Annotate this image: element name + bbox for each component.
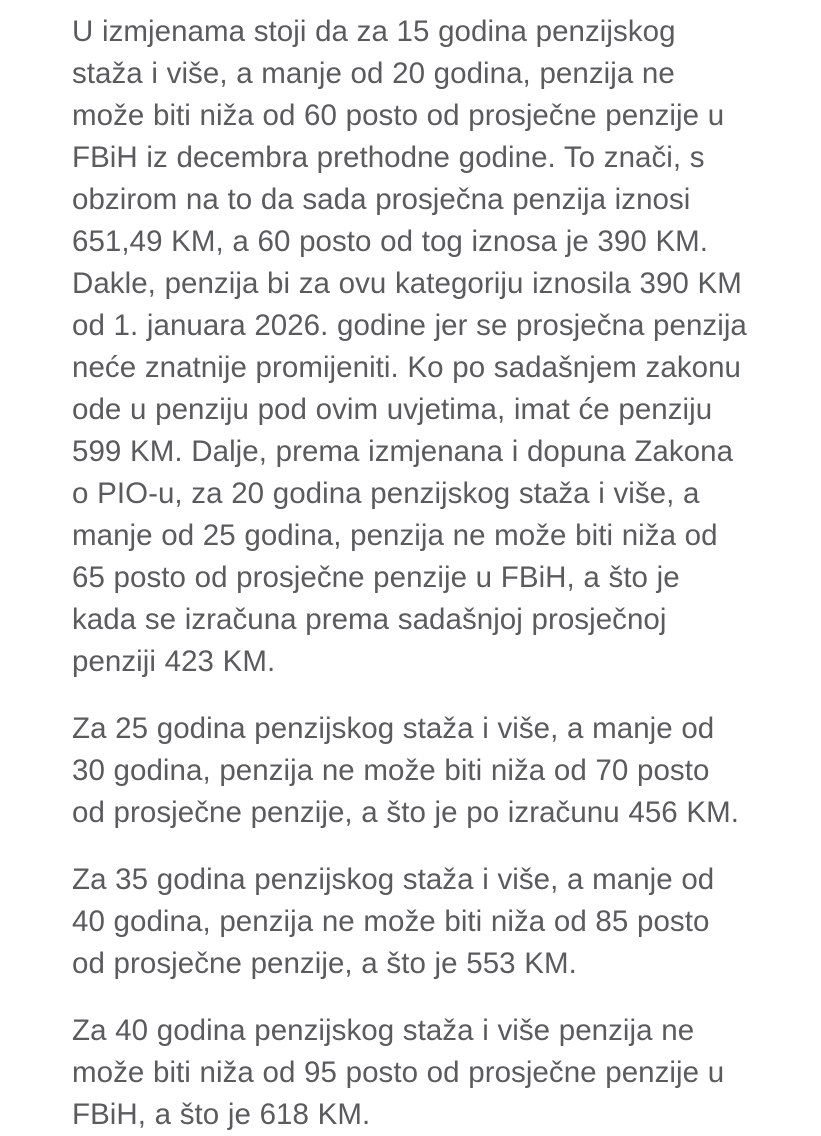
article-body [72,0,750,1136]
paragraph-3: Za 35 godina penzijskog staža i više, a manje od 40 godina, penzija ne može biti niža od 85 posto od prosječne penzije, a što je 553 KM. [72,863,715,980]
paragraph-4: Za 40 godina penzijskog staža i više penzija ne može biti niža od 95 posto od prosječne penzije u FBiH, a što je 618 KM. [72,1014,725,1131]
paragraph-1: U izmjenama stoji da za 15 godina penzijskog staža i više, a manje od 20 godina, penzija ne može biti niža od 60 posto od prosječne penzije u FBiH iz decembra prethodne godine. To znači, s obzirom na to da sada prosječna penzija iznosi 651,49 KM, a 60 posto od tog iznosa je 390 KM. Dakle, penzija bi za ovu kategoriju iznosila 390 KM od 1. januara 2026. godine jer se prosječna penzija neće znatnije promijeniti. Ko po sadašnjem zakonu ode u penziju pod ovim uvjetima, imat će penziju 599 KM. Dalje, prema izmjenana i dopuna Zakona o PIO-u, za 20 godina penzijskog staža i više, a manje od 25 godina, penzija ne može biti niža od 65 posto od prosječne penzije u FBiH, a što je kada se izračuna prema sadašnjoj prosječnoj penziji 423 KM. [72,15,747,678]
paragraph-2: Za 25 godina penzijskog staža i više, a manje od 30 godina, penzija ne može biti niža od 70 posto od prosječne penzije, a što je po izračunu 456 KM. [72,712,739,829]
